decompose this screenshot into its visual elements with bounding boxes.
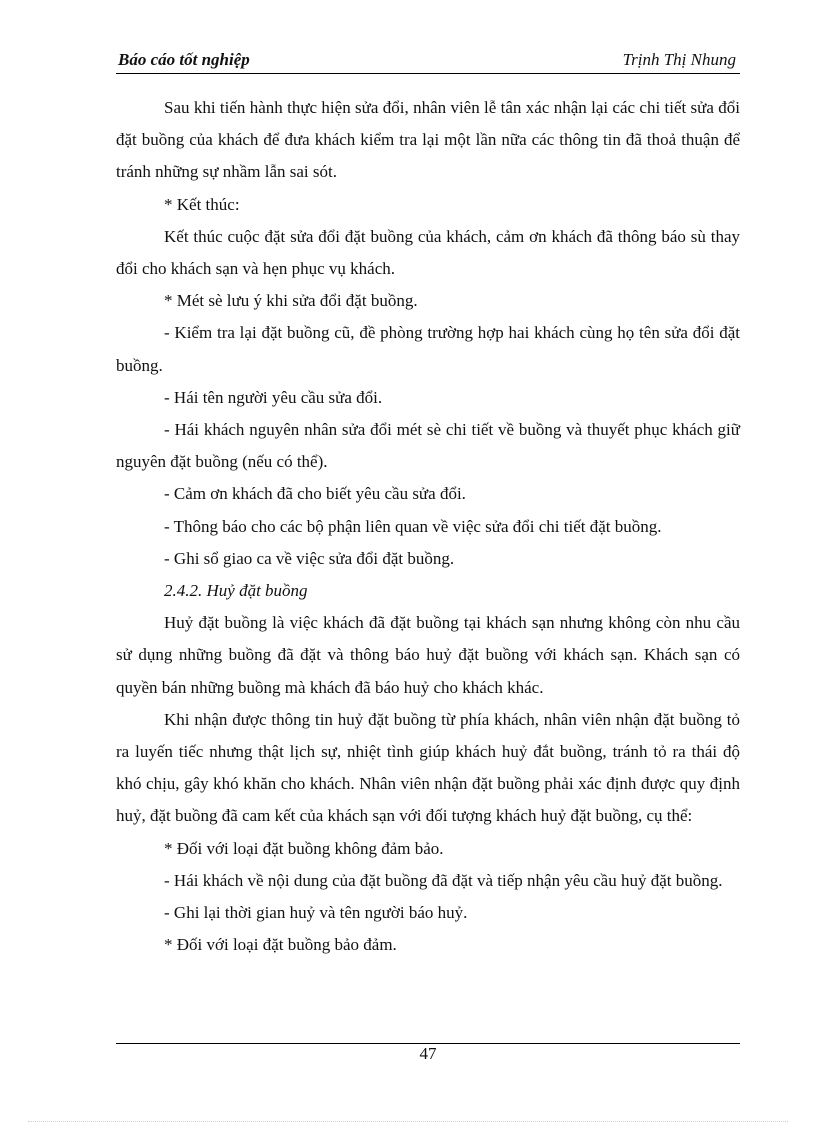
paragraph-notes-label: * Mét sè lưu ý khi sửa đổi đặt buồng.: [164, 291, 418, 311]
list-item: - Cảm ơn khách đã cho biết yêu cầu sửa đổi.: [164, 484, 466, 504]
paragraph-cancellation-procedure: Khi nhận được thông tin huỷ đặt buồng từ phía khách, nhân viên nhận đặt buồng tỏ ra luyến tiếc nhưng thật lịch sự, nhiệt tình giúp khách huỷ đắt buồng, tránh tỏ ra thái độ khó chịu, gây khó khăn cho khách. Nhân viên nhận đặt buồng phải xác định được quy định huỷ, đặt buồng đã cam kết của khách sạn với đối tượng khách huỷ đặt buồng, cụ thể:: [116, 709, 740, 826]
paragraph-confirm-changes: Sau khi tiến hành thực hiện sửa đổi, nhân viên lễ tân xác nhận lại các chi tiết sửa đổi đặt buồng của khách để đưa khách kiểm tra lại một lần nữa các thông tin đã thoả thuận để tránh những sự nhầm lẫn sai sót.: [116, 98, 740, 182]
list-item: - Hái tên người yêu cầu sửa đổi.: [164, 387, 383, 407]
paragraph-cancellation-definition: Huỷ đặt buồng là việc khách đã đặt buồng tại khách sạn nhưng không còn nhu cầu sử dụng những buồng đã đặt và thông báo huỷ đặt buồng với khách sạn. Khách sạn có quyền bán những buồng mà khách đã báo huỷ cho khách khác.: [116, 613, 740, 697]
header-author-name: Trịnh Thị Nhung: [622, 50, 736, 69]
list-item: - Hái khách về nội dung của đặt buồng đã đặt và tiếp nhận yêu cầu huỷ đặt buồng.: [164, 870, 723, 890]
paragraph-conclusion-label: * Kết thúc:: [164, 194, 240, 214]
list-item: - Ghi lại thời gian huỷ và tên người báo huỷ.: [164, 903, 468, 923]
page-body: [116, 92, 740, 961]
list-item: - Hái khách nguyên nhân sửa đổi mét sè chi tiết về buồng và thuyết phục khách giữ nguyên đặt buồng (nếu có thể).: [116, 420, 740, 472]
page-bottom-edge: [28, 1121, 788, 1122]
page-header: [116, 49, 740, 74]
paragraph-guaranteed-label: * Đối với loại đặt buồng bảo đảm.: [164, 935, 397, 955]
paragraph-non-guaranteed-label: * Đối với loại đặt buồng không đảm bảo.: [164, 838, 444, 858]
list-item: - Kiểm tra lại đặt buồng cũ, đề phòng trường hợp hai khách cùng họ tên sửa đổi đặt buồng.: [116, 323, 740, 375]
page-number: 47: [419, 1044, 437, 1063]
list-item: - Thông báo cho các bộ phận liên quan về việc sửa đổi chi tiết đặt buồng.: [164, 516, 662, 536]
header-report-title: Báo cáo tốt nghiệp: [118, 50, 250, 69]
section-heading: 2.4.2. Huỷ đặt buồng: [164, 581, 308, 601]
list-item: - Ghi sổ giao ca về việc sửa đổi đặt buồng.: [164, 548, 455, 568]
paragraph-conclusion: Kết thúc cuộc đặt sửa đổi đặt buồng của khách, cảm ơn khách đã thông báo sù thay đổi cho khách sạn và hẹn phục vụ khách.: [116, 226, 740, 279]
